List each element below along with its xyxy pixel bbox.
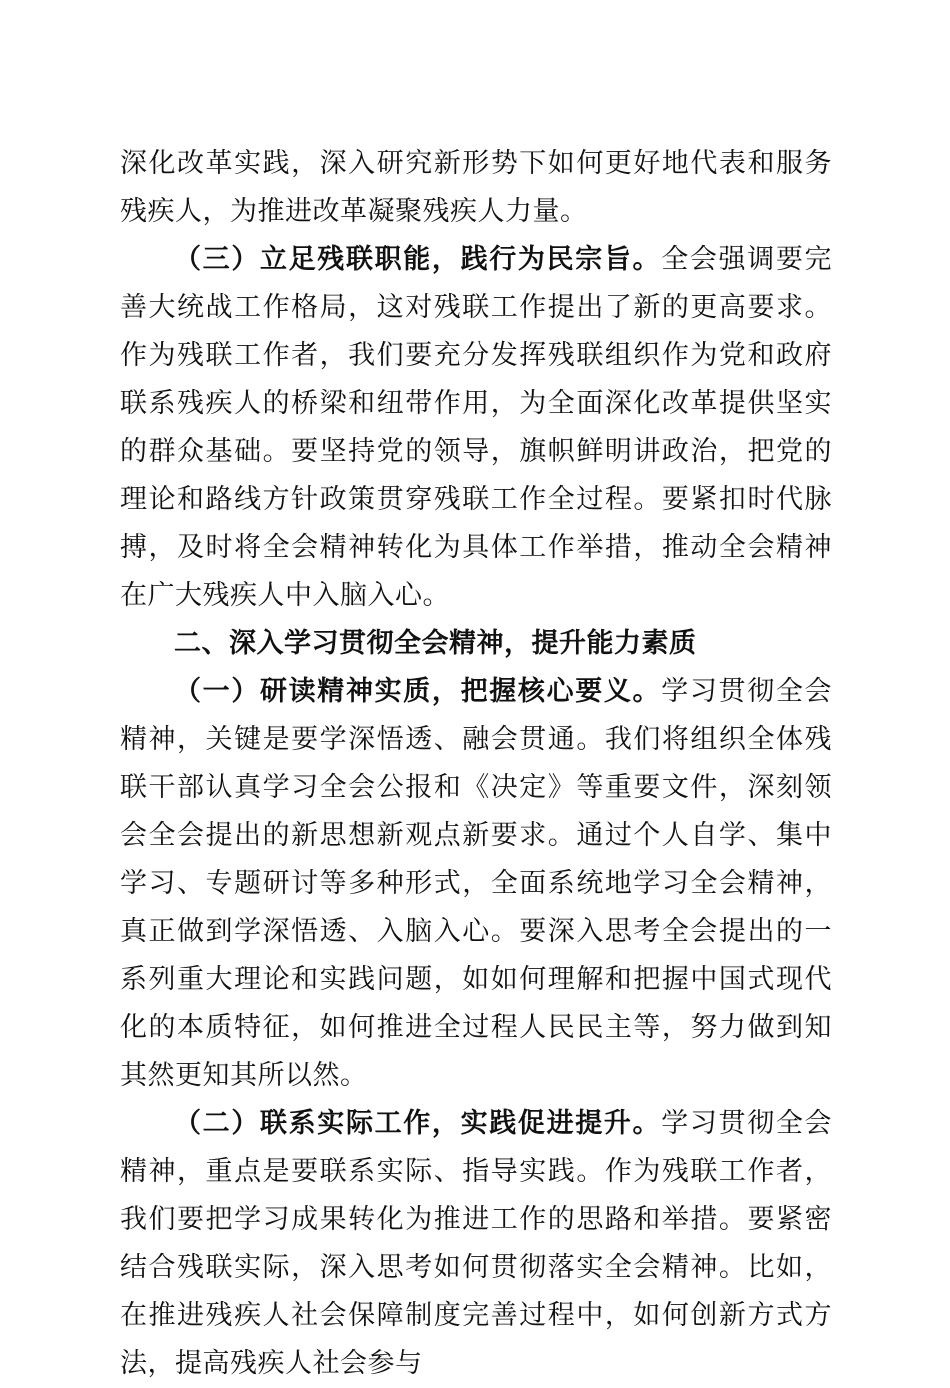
document-body — [120, 140, 832, 1388]
paragraph-text: 学习贯彻全会精神，关键是要学深悟透、融会贯通。我们将组织全体残联干部认真学习全会公报和《决定》等重要文件，深刻领会全会提出的新思想新观点新要求。通过个人自学、集中学习、专题研讨等多种形式，全面系统地学习全会精神，真正做到学深悟透、入脑入心。要深入思考全会提出的一系列重大理论和实践问题，如如何理解和把握中国式现代化的本质特征，如何推进全过程人民民主等，努力做到知其然更知其所以然。 — [120, 676, 833, 1091]
paragraph-subsection-1 — [120, 668, 832, 1100]
paragraph-lead: （二）联系实际工作，实践促进提升。 — [174, 1108, 662, 1139]
paragraph-lead: （三）立足残联职能，践行为民宗旨。 — [174, 244, 662, 275]
paragraph-text: 深化改革实践，深入研究新形势下如何更好地代表和服务残疾人，为推进改革凝聚残疾人力量。 — [120, 148, 832, 227]
paragraph-lead: （一）研读精神实质，把握核心要义。 — [174, 676, 662, 707]
paragraph-text: 学习贯彻全会精神，重点是要联系实际、指导实践。作为残联工作者，我们要把学习成果转化为推进工作的思路和举措。要紧密结合残联实际，深入思考如何贯彻落实全会精神。比如，在推进残疾人社会保障制度完善过程中，如何创新方式方法，提高残疾人社会参与 — [120, 1108, 833, 1379]
section-heading: 二、深入学习贯彻全会精神，提升能力素质 — [174, 628, 697, 659]
paragraph-section-3 — [120, 236, 832, 620]
paragraph-continuation — [120, 140, 832, 236]
paragraph-text: 全会强调要完善大统战工作格局，这对残联工作提出了新的更高要求。作为残联工作者，我们要充分发挥残联组织作为党和政府联系残疾人的桥梁和纽带作用，为全面深化改革提供坚实的群众基础。要坚持党的领导，旗帜鲜明讲政治，把党的理论和路线方针政策贯穿残联工作全过程。要紧扣时代脉搏，及时将全会精神转化为具体工作举措，推动全会精神在广大残疾人中入脑入心。 — [120, 244, 833, 611]
paragraph-subsection-2 — [120, 1100, 832, 1388]
